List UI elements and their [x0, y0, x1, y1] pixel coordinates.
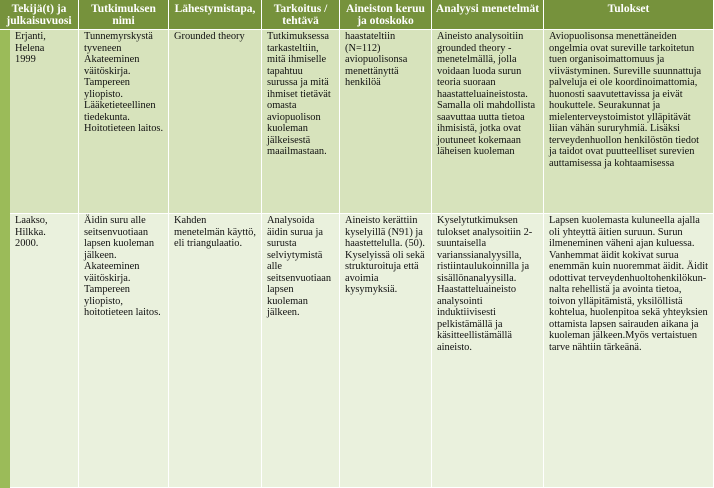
header-study-name-label: Tutkimuksen nimi [91, 3, 156, 27]
row2-results: Lapsen kuolemasta kuluneella ajalla oli yhteyttä äitien suruun. Surun ilmeneminen väheni ajan kuluessa. Vanhemmat äidit kokivat surua enemmän kuin nuoremmat äidit. Äidit odottivat terveydenhuoltohenkilökun-nalta rehellistä ja avointa tietoa, toivon ylläpitämistä, yksilöllistä kohtelua, huolenpitoa sekä yhteyksien ottamista lapsen sairauden aikana ja kuoleman jälkeen.Myös vertaistuen tarve nähtiin tärkeänä. [544, 214, 714, 488]
row1-author: Erjanti, Helena 1999 [10, 30, 79, 214]
header-data-collection [340, 0, 432, 30]
row-stripe [0, 30, 10, 488]
header-purpose-label: Tarkoitus / tehtävä [273, 3, 328, 27]
row2-study-name: Äidin suru alle seitsenvuotiaan lapsen kuoleman jälkeen. Akateeminen väitöskirja. Tampereen yliopisto, hoitotieteen laitos. [79, 214, 169, 488]
row1-approach: Grounded theory [169, 30, 262, 214]
row2-purpose: Analysoida äidin surua ja surusta selviytymistä alle seitsenvuotiaan lapsen kuoleman jälkeen. [262, 214, 340, 488]
row2-data-collection: Aineisto kerättiin kyselyillä (N91) ja haastettelulla. (50). Kyselyissä oli sekä strukturoituja että avoimia kysymyksiä. [340, 214, 432, 488]
row1-purpose: Tutkimuksessa tarkasteltiin, mitä ihmiselle tapahtuu surussa ja mitä ihmiset tietävät omasta aviopuolison kuoleman jälkeisestä maailmastaan. [262, 30, 340, 214]
header-analysis [432, 0, 544, 30]
header-author-label: Tekijä(t) ja julkaisuvuosi [6, 3, 72, 27]
row1-data-collection: haastateltiin (N=112) aviopuolisonsa menettänyttä henkilöä [340, 30, 432, 214]
row2-analysis: Kyselytutkimuksen tulokset analysoitiin 2-suuntaisella varianssianalyysilla, ristiintaulukoinnilla ja sisällönanalyysilla. Haastatteluaineisto analysointi induktiivisesti pelkistämällä ja käsitteellistämällä aineisto. [432, 214, 544, 488]
header-study-name [79, 0, 169, 30]
row1-analysis: Aineisto analysoitiin grounded theory - menetelmällä, jolla voidaan luoda surun teoria suoraan haastatteluaineistosta. Samalla oli mahdollista saavuttaa uutta tietoa ihmisistä, jotka ovat joutuneet kokemaan läheisen kuoleman [432, 30, 544, 214]
row1-study-name: Tunnemyrskystä tyveneen Akateeminen väitöskirja. Tampereen yliopisto. Lääketieteellinen tiedekunta. Hoitotieteen laitos. [79, 30, 169, 214]
header-analysis-label: Analyysi menetelmät [435, 3, 540, 15]
row1-results: Aviopuolisonsa menettäneiden ongelmia ovat sureville tarkoitetun tuen organisoimattomuus ja viivästyminen. Sureville suunnattuja palveluja ei ole koordinoimattomia, huonosti saavutettavissa ja eivät houkuttele. Seurakunnat ja mielenterveystoimistot ylläpitävät liian vähän sururyhmiä. Lisäksi terveydenhuollon henkilöstön tiedot ja taidot ovat puutteelliset surevien auttamisessa ja kohtaamisessa [544, 30, 714, 214]
header-purpose [262, 0, 340, 30]
header-data-collection-label: Aineiston keruu ja otoskoko [346, 3, 425, 27]
header-approach [169, 0, 262, 30]
header-author [0, 0, 79, 30]
row2-approach: Kahden menetelmän käyttö, eli triangulaatio. [169, 214, 262, 488]
row2-author: Laakso, Hilkka. 2000. [10, 214, 79, 488]
header-results [544, 0, 714, 30]
header-approach-label: Lähestymistapa, [174, 3, 256, 15]
header-results-label: Tulokset [607, 3, 650, 15]
